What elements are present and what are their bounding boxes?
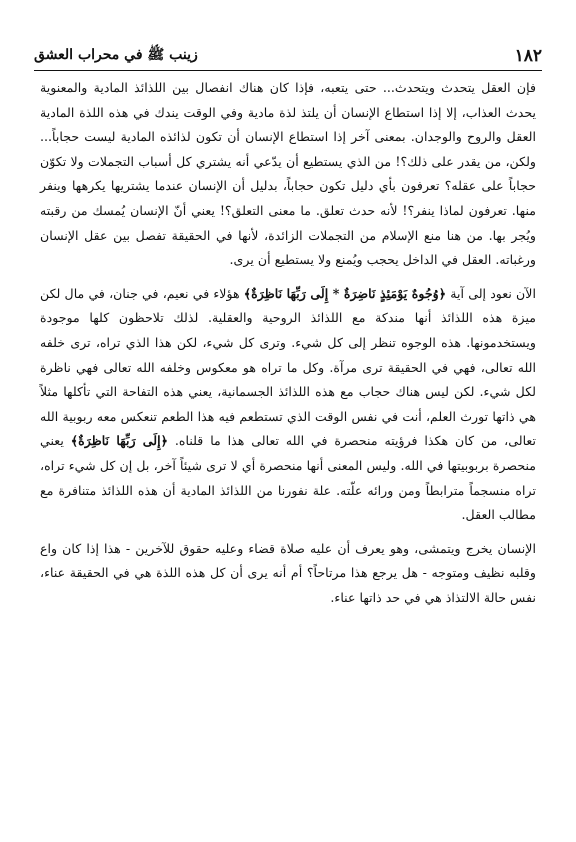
paragraph-text: هؤلاء في نعيم، في جنان، في مال لكن ميزة هذه اللذائذ أنها مندكة مع اللذائذ الروحية والعقلية. لذلك تلاحظون كلها موجودة ويستخدمونها. هذه الوجوه تنظر إلى كل شيء. وترى كل شيء، لكن هذا الذي تراه، ترى خلفه الله تعالى، فهي في الحقيقة ترى مرآة. وكل ما تراه هو معكوس وخلفه الله تعالى فهي ناظرة لكل شيء. لكن ليس هناك حجاب مع هذه اللذائذ الجسمانية، يعني هذه التفاحة التي تأكلها مثلاً هي ذاتها تورث العلم، أنت في نفس الوقت الذي تستطعم فيه هذا الطعم تنعكس معه ربوبية الله تعالى، من كان هكذا فرؤيته منحصرة في الله تعالى هذا ما قلناه. — [40, 285, 536, 449]
body-text — [40, 76, 536, 610]
page-number: ١٨٢ — [514, 46, 542, 66]
page-header — [34, 36, 542, 71]
paragraph-text: الإنسان يخرج ويتمشى، وهو يعرف أن عليه صلاة قضاء وعليه حقوق للآخرين - هذا إذا كان واع وقلبه نظيف ومتوجه - هل يرجع هذا مرتاحاً؟ أم أنه يرى أن كل هذه اللذة هي في الحقيقة عناء، نفس حالة الالتذاذ هي في حد ذاتها عناء. — [40, 540, 536, 605]
paragraph-1 — [40, 76, 536, 273]
paragraph-2 — [40, 282, 536, 528]
paragraph-text: فإن العقل يتحدث ويتحدث... حتى يتعبه، فإذا كان هناك انفصال بين اللذائذ المادية والمعنوية يحدث العذاب، إلا إذا استطاع الإنسان أن يلتذ لذة مادية وفي الوقت يندك في هذه اللذة المادية العقل والروح والوجدان. بمعنى آخر إذا استطاع الإنسان أن تكون لذائذه المادية ليست حجاباً... ولكن، من يقدر على ذلك؟! من الذي يستطيع أن يدّعي أنه يشتري كل أسباب التجملات ولا تكوّن حجاباً على عقله؟ تعرفون بأي دليل تكون حجاباً، بدليل أن الإنسان عندما يشتريها يكرهها وينفر منها. تعرفون لماذا ينفر؟! لأنه حدث تعلق. ما معنى التعلق؟! يعني أنّ الإنسان يُمسك من رقبته ويُجر بها. من هنا منع الإسلام من التجملات الزائدة، لأنها في الحقيقة تفصل بين عقل الإنسان ورغباته. العقل في الداخل يحجب ويُمنع ولا يستطيع أن يرى. — [40, 80, 536, 268]
running-title: زينب ﷺ في محراب العشق — [34, 47, 198, 63]
paragraph-text: الآن نعود إلى آية — [446, 285, 536, 301]
paragraph-3 — [40, 537, 536, 611]
paragraph-text: يعني منحصرة بربوبيتها في الله. وليس المعنى أنها منحصرة أي لا ترى شيئاً آخر، بل إن كل شيء تراه، تراه منسجماً مترابطاً ومن ورائه علّته. علة نفورنا من اللذائذ المادية أن هذه اللذائذ متنافرة مع مطالب العقل. — [40, 433, 536, 523]
quran-verse: ﴿وُجُوهٌ يَوْمَئِذٍ نَاضِرَةٌ * إِلَى رَبِّهَا نَاظِرَةٌ﴾ — [243, 285, 447, 301]
quran-verse: ﴿إِلَى رَبِّهَا نَاظِرَةٌ﴾ — [70, 433, 169, 449]
